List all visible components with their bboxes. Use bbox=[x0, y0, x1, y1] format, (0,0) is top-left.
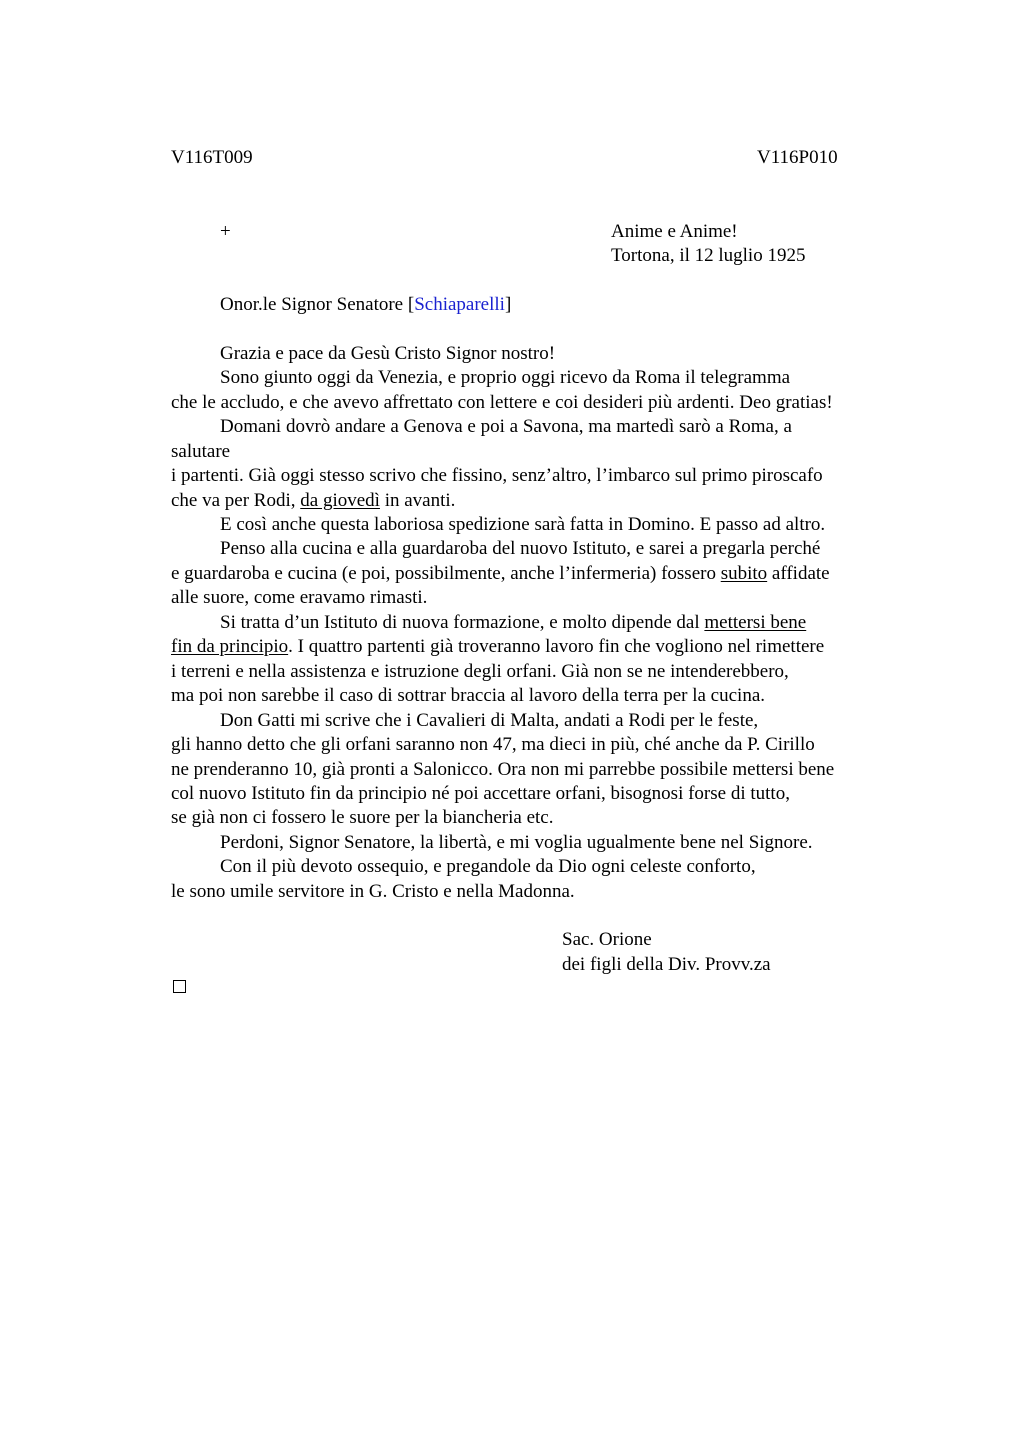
signature-title: dei figli della Div. Provv.za bbox=[562, 954, 771, 975]
body-line: Domani dovrò andare a Genova e poi a Savona, ma martedì sarò a Roma, a bbox=[220, 416, 792, 437]
body-line: Con il più devoto ossequio, e pregandole da Dio ogni celeste conforto, bbox=[220, 856, 756, 877]
body-line bbox=[220, 611, 806, 635]
body-line bbox=[171, 562, 830, 586]
body-line: le sono umile servitore in G. Cristo e nella Madonna. bbox=[171, 881, 575, 902]
body-line: col nuovo Istituto fin da principio né poi accettare orfani, bisognosi forse di tutto, bbox=[171, 783, 790, 804]
text-span: in avanti. bbox=[379, 490, 456, 511]
body-line: E così anche questa laboriosa spedizione sarà fatta in Domino. E passo ad altro. bbox=[220, 514, 826, 535]
text-span: che va per Rodi, bbox=[171, 490, 301, 511]
body-line: i partenti. Già oggi stesso scrivo che fissino, senz’altro, l’imbarco sul primo piroscafo bbox=[171, 465, 823, 486]
text-span: . I quattro partenti già troveranno lavoro fin che vogliono nel rimettere bbox=[288, 636, 825, 657]
text-span: Si tratta d’un Istituto di nuova formazione, e molto dipende dal bbox=[220, 612, 705, 633]
body-line: gli hanno detto che gli orfani saranno non 47, ma dieci in più, ché anche da P. Cirillo bbox=[171, 734, 815, 755]
underlined-text: subito bbox=[720, 563, 768, 584]
underlined-text: fin da principio bbox=[171, 636, 289, 657]
body-line bbox=[171, 635, 824, 659]
body-line: salutare bbox=[171, 441, 231, 462]
text-span: e guardaroba e cucina (e poi, possibilmente, anche l’infermeria) fossero bbox=[171, 563, 721, 584]
square-icon bbox=[173, 980, 186, 993]
document-code-left: V116T009 bbox=[171, 147, 253, 168]
text-span: affidate bbox=[767, 563, 830, 584]
salutation-suffix: ] bbox=[504, 294, 512, 315]
body-line: Perdoni, Signor Senatore, la libertà, e mi voglia ugualmente bene nel Signore. bbox=[220, 832, 813, 853]
salutation-prefix: Onor.le Signor Senatore [ bbox=[220, 294, 415, 315]
body-line: se già non ci fossero le suore per la biancheria etc. bbox=[171, 807, 554, 828]
place-date: Tortona, il 12 luglio 1925 bbox=[611, 245, 806, 266]
recipient-link[interactable]: Schiaparelli bbox=[414, 294, 505, 315]
body-line: alle suore, come eravamo rimasti. bbox=[171, 587, 428, 608]
underlined-text: mettersi bene bbox=[704, 612, 807, 633]
body-line: Don Gatti mi scrive che i Cavalieri di Malta, andati a Rodi per le feste, bbox=[220, 710, 759, 731]
body-line: Grazia e pace da Gesù Cristo Signor nostro! bbox=[220, 343, 556, 364]
salutation bbox=[220, 293, 511, 317]
body-line: ne prenderanno 10, già pronti a Salonicco. Ora non mi parrebbe possibile mettersi bene bbox=[171, 759, 835, 780]
signature-name: Sac. Orione bbox=[562, 929, 652, 950]
body-line: i terreni e nella assistenza e istruzione degli orfani. Già non se ne intenderebbero, bbox=[171, 661, 789, 682]
underlined-text: da giovedì bbox=[300, 490, 380, 511]
body-line: ma poi non sarebbe il caso di sottrar braccia al lavoro della terra per la cucina. bbox=[171, 685, 766, 706]
body-line bbox=[171, 489, 455, 513]
motto: Anime e Anime! bbox=[611, 221, 738, 242]
body-line: Penso alla cucina e alla guardaroba del nuovo Istituto, e sarei a pregarla perché bbox=[220, 538, 821, 559]
cross-mark: + bbox=[220, 221, 231, 242]
document-code-right: V116P010 bbox=[757, 147, 838, 168]
body-line: che le accludo, e che avevo affrettato con lettere e coi desideri più ardenti. Deo gratias! bbox=[171, 392, 833, 413]
body-line: Sono giunto oggi da Venezia, e proprio oggi ricevo da Roma il telegramma bbox=[220, 367, 791, 388]
